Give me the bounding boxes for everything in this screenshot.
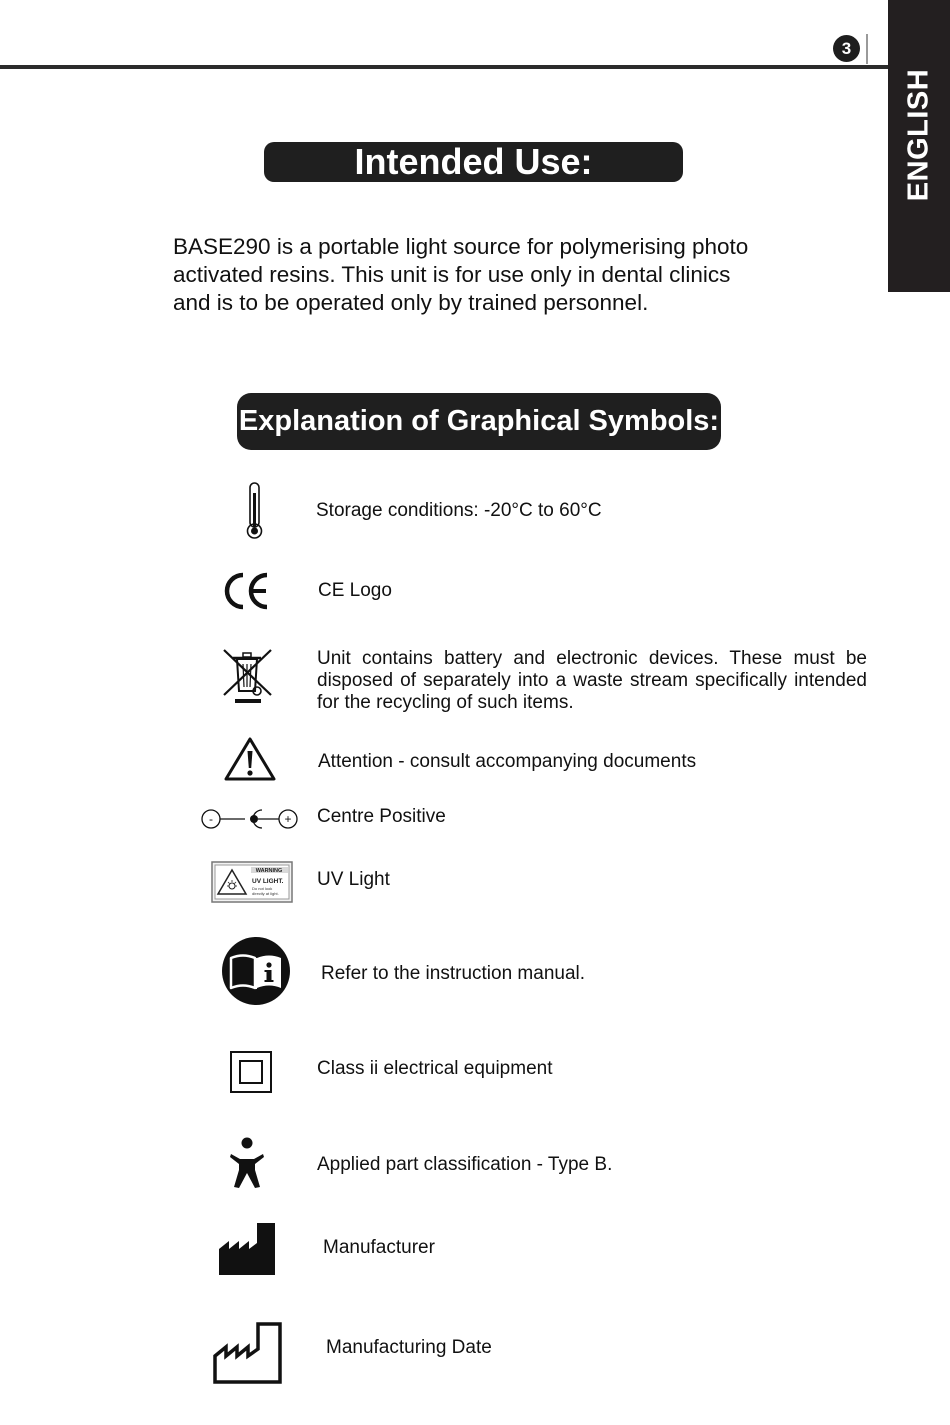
symbol-label-class-ii: Class ii electrical equipment — [317, 1058, 553, 1079]
symbol-label-manufacturing-date: Manufacturing Date — [326, 1337, 492, 1358]
uv-sticker-line2: directly at light. — [252, 891, 279, 896]
intended-use-heading: Intended Use: — [264, 142, 683, 182]
instruction-manual-icon — [221, 936, 291, 1006]
polarity-plus-label: + — [284, 812, 292, 826]
page-number-divider — [866, 34, 868, 64]
symbol-label-type-b: Applied part classification - Type B. — [317, 1154, 613, 1175]
symbol-label-manufacturer: Manufacturer — [323, 1237, 435, 1258]
symbol-label-manual: Refer to the instruction manual. — [321, 963, 586, 984]
symbol-label-attention: Attention - consult accompanying documents — [318, 751, 697, 772]
warning-triangle-icon — [223, 736, 277, 782]
symbol-label-ce: CE Logo — [318, 580, 392, 601]
symbol-label-centre-positive: Centre Positive — [317, 806, 446, 827]
symbol-label-uv: UV Light — [317, 869, 390, 890]
uv-warning-label-icon — [211, 861, 293, 903]
class-ii-icon — [229, 1050, 273, 1094]
symbol-label-weee: Unit contains battery and electronic devices. These must be disposed of separately into a waste stream specifically intended for the recycling of such items. — [317, 648, 867, 713]
symbols-heading: Explanation of Graphical Symbols: — [237, 393, 721, 450]
ce-logo-icon — [223, 571, 271, 611]
page-number: 3 — [833, 35, 860, 62]
thermometer-icon — [240, 481, 270, 541]
intended-use-text: BASE290 is a portable light source for polymerising photo activated resins. This unit is for use only in dental clinics and is to be operated only by trained personnel. — [173, 234, 749, 315]
language-tab — [888, 0, 950, 292]
centre-positive-icon — [200, 806, 300, 832]
symbol-label-storage: Storage conditions: -20°C to 60°C — [316, 500, 602, 521]
uv-sticker-title: WARNING — [255, 868, 283, 874]
manufacturer-icon — [217, 1221, 277, 1277]
uv-sticker-line1: Do not look — [252, 886, 273, 891]
type-b-person-icon — [227, 1136, 267, 1190]
crossed-bin-icon — [221, 647, 275, 705]
uv-sticker-main: UV LIGHT. — [252, 878, 284, 885]
top-rule — [0, 65, 888, 69]
manufacturing-date-icon — [212, 1320, 284, 1386]
polarity-minus-label: - — [209, 812, 213, 826]
language-tab-label: ENGLISH — [902, 68, 935, 202]
